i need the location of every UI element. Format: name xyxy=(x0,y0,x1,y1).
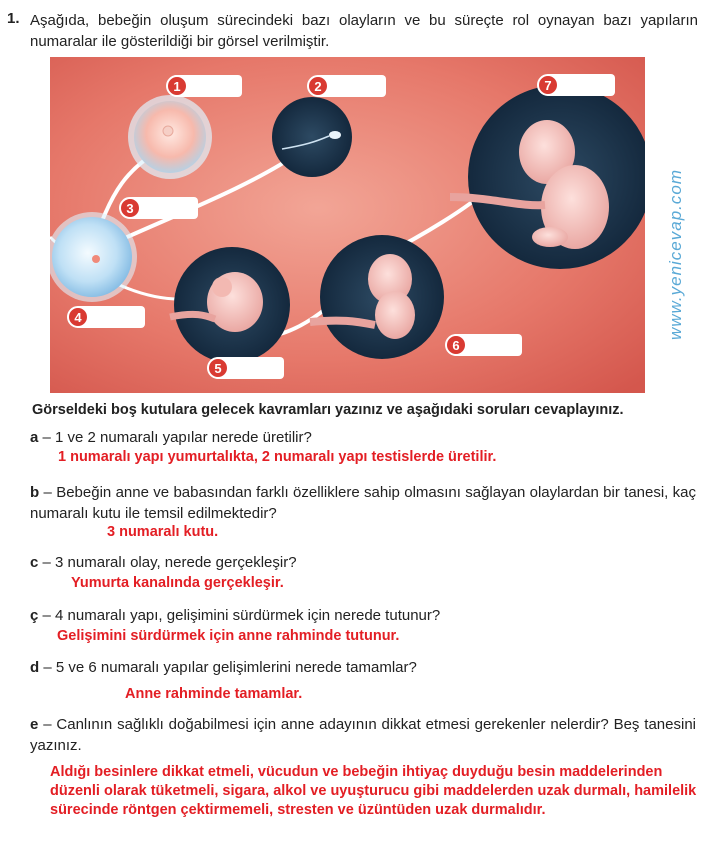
label-box-3 xyxy=(120,197,198,219)
watermark-text: www.yenicevap.com xyxy=(666,168,685,340)
question-b: b – Bebeğin anne ve babasından farklı özelliklere sahip olmasını sağlayan olaylardan bir tanesi, kaç numaralı kutu ile temsil edilmektedir? xyxy=(30,484,697,522)
label-number: 6 xyxy=(452,338,460,353)
label-box-6 xyxy=(446,334,522,356)
question-a: a – 1 ve 2 numaralı yapılar nerede üretilir? xyxy=(30,429,312,446)
label-number: 7 xyxy=(544,78,552,93)
label-box-4 xyxy=(68,306,145,328)
label-box-2 xyxy=(308,75,386,97)
label-box-7 xyxy=(538,74,615,96)
question-c-cedilla: ç – 4 numaralı yapı, gelişimini sürdürmek için nerede tutunur? xyxy=(30,607,441,624)
answer-d: Anne rahminde tamamlar. xyxy=(125,686,303,702)
answer-c: Yumurta kanalında gerçekleşir. xyxy=(71,575,284,591)
question-c: c – 3 numaralı olay, nerede gerçekleşir? xyxy=(30,554,297,571)
label-box-5 xyxy=(208,357,284,379)
label-number: 2 xyxy=(314,79,322,94)
question-number: 1. xyxy=(7,10,20,27)
question-e: e – Canlının sağlıklı doğabilmesi için anne adayının dikkat etmesi gerekenler nelerdir? Beş tanesini yazınız. xyxy=(30,716,696,754)
question-intro: Aşağıda, bebeğin oluşum sürecindeki bazı olayların ve bu süreçte rol oynayan bazı yapıların numaralar ile gösterildiği bir görsel verilmiştir. xyxy=(30,12,698,50)
question-d: d – 5 ve 6 numaralı yapılar gelişimlerini nerede tamamlar? xyxy=(30,659,417,676)
watermark xyxy=(655,115,695,345)
embryo-development-figure xyxy=(50,57,645,393)
instruction: Görseldeki boş kutulara gelecek kavramları yazınız ve aşağıdaki soruları cevaplayınız. xyxy=(32,402,624,418)
answer-e: Aldığı besinlere dikkat etmeli, vücudun ve bebeğin ihtiyaç duyduğu besin maddelerinden düzenli olarak tüketmeli, sigara, alkol ve uyuşturucu gibi maddelerden uzak durmalı, hamilelik sürecinde röntgen çektirmemeli, stresten ve üzüntüden uzak durmalıdır. xyxy=(50,764,697,818)
zygote xyxy=(50,212,137,302)
answer-c-cedilla: Gelişimini sürdürmek için anne rahminde tutunur. xyxy=(57,628,400,644)
label-number: 3 xyxy=(126,201,134,216)
answer-a: 1 numaralı yapı yumurtalıkta, 2 numaralı yapı testislerde üretilir. xyxy=(58,449,497,465)
label-number: 4 xyxy=(74,310,82,325)
egg-cell xyxy=(128,95,212,179)
label-number: 5 xyxy=(214,361,222,376)
label-box-1 xyxy=(167,75,242,97)
sperm-cell xyxy=(272,97,352,177)
label-number: 1 xyxy=(173,79,181,94)
answer-b: 3 numaralı kutu. xyxy=(107,524,219,540)
